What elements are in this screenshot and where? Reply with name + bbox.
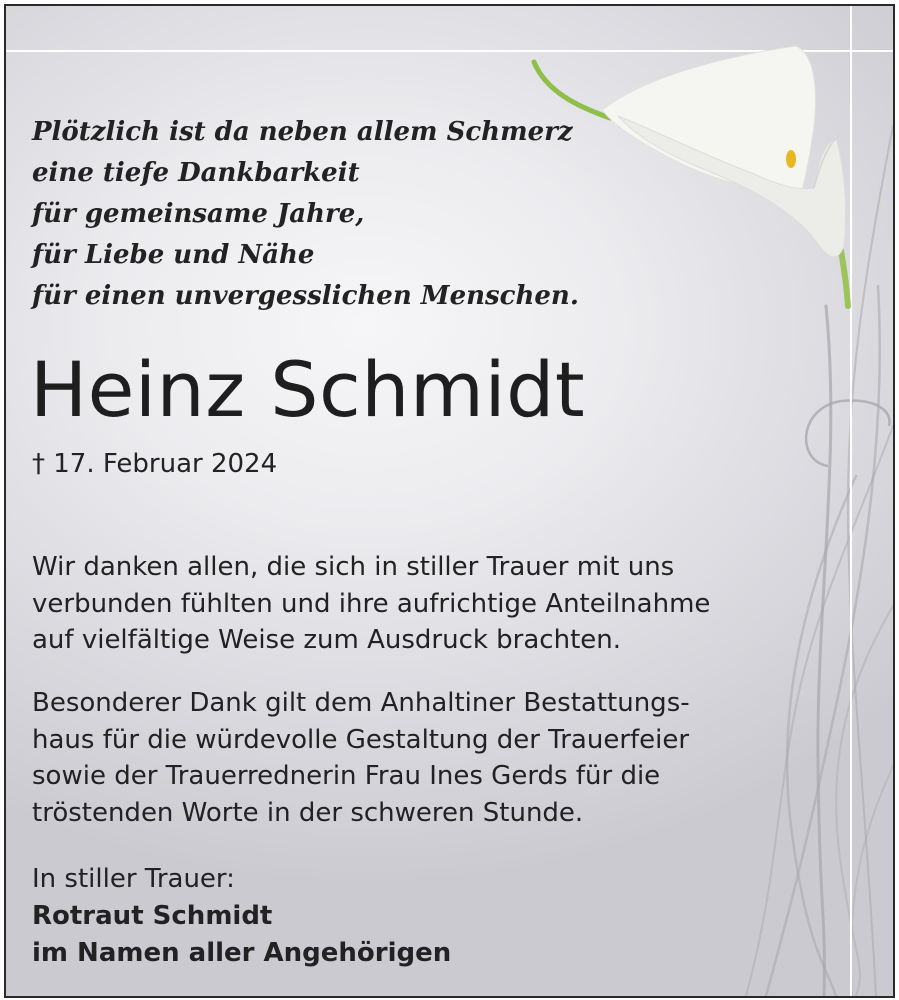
death-date: † 17. Februar 2024 <box>32 449 278 479</box>
thanks-paragraph-2 <box>32 685 690 831</box>
paragraph-line: tröstenden Worte in der schweren Stunde. <box>32 797 584 828</box>
thanks-paragraph-1 <box>32 549 710 659</box>
quote-line: eine tiefe Dankbarkeit <box>32 158 360 188</box>
quote-verse <box>32 112 579 317</box>
paragraph-line: sowie der Trauerrednerin Frau Ines Gerds für die <box>32 761 661 791</box>
quote-line: Plötzlich ist da neben allem Schmerz <box>32 117 573 147</box>
signature-name: Rotraut Schmidt <box>32 901 273 931</box>
deceased-name: Heinz Schmidt <box>30 345 586 434</box>
paragraph-line: haus für die würdevolle Gestaltung der Trauerfeier <box>32 724 690 755</box>
signature-family: im Namen aller Angehörigen <box>32 938 452 968</box>
signature-block <box>32 861 451 972</box>
obituary-card <box>4 4 895 998</box>
signature-intro: In stiller Trauer: <box>32 864 235 894</box>
paragraph-line: Besonderer Dank gilt dem Anhaltiner Bestattungs- <box>32 688 690 718</box>
quote-line: für einen unvergesslichen Menschen. <box>32 281 579 311</box>
quote-line: für Liebe und Nähe <box>32 240 315 270</box>
calla-lily-icon <box>534 46 848 306</box>
paragraph-line: auf vielfältige Weise zum Ausdruck brachten. <box>32 625 622 655</box>
paragraph-line: verbunden fühlten und ihre aufrichtige Anteilnahme <box>32 588 711 619</box>
paragraph-line: Wir danken allen, die sich in stiller Trauer mit uns <box>32 552 675 582</box>
stamen <box>786 150 796 168</box>
grass-lines <box>746 126 893 996</box>
quote-line: für gemeinsame Jahre, <box>32 199 365 229</box>
